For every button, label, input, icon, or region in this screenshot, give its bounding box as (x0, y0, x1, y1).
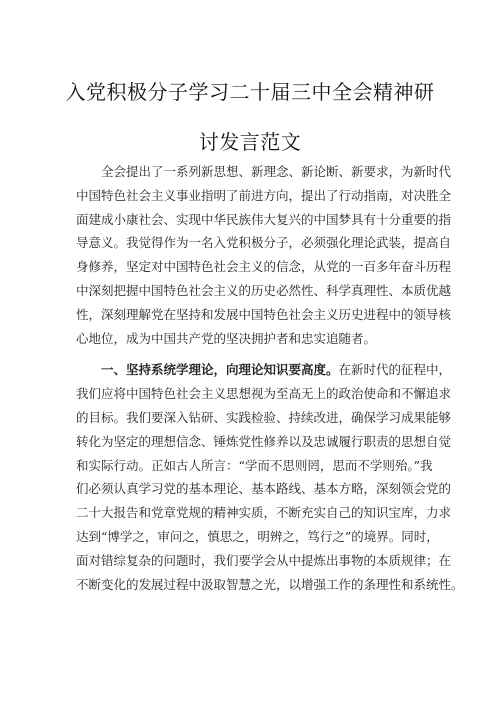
section-heading: 一、坚持系统学理论，向理论知识要高度。 (101, 362, 339, 378)
paragraph-line: 导意义。我觉得作为一名入党积极分子，必须强化理论武装，提高自 (76, 235, 452, 251)
paragraph-line: 面对错综复杂的问题时，我们要学会从中提炼出事物的本质规律；在 (76, 552, 452, 568)
paragraph-spacer (76, 350, 428, 358)
paragraph-line: 们必须认真学习党的基本理论、基本路线、基本方略，深刻领会党的 (76, 481, 452, 497)
paragraph-line: 我们应将中国特色社会主义思想视为至高无上的政治使命和不懈追求 (76, 386, 452, 402)
paragraph-line: 面建成小康社会、实现中华民族伟大复兴的中国梦具有十分重要的指 (76, 211, 452, 227)
paragraph-line: 中国特色社会主义事业指明了前进方向，提出了行动指南，对决胜全 (76, 187, 452, 203)
document-body (76, 160, 464, 596)
paragraph-line: 身修养，坚定对中国特色社会主义的信念，从党的一百多年奋斗历程 (76, 259, 452, 275)
paragraph-line: 中深刻把握中国特色社会主义的历史必然性、科学真理性、本质优越 (76, 282, 452, 298)
section-heading-continuation: 在新时代的征程中， (338, 362, 452, 378)
paragraph-line: 全会提出了一系列新思想、新理念、新论断、新要求，为新时代 (101, 164, 452, 179)
paragraph-line: 转化为坚定的理想信念、锤炼党性修养以及忠诚履行职责的思想自觉 (76, 433, 452, 449)
paragraph-line: 的目标。我们要深入钻研、实践检验、持续改进，确保学习成果能够 (76, 409, 452, 425)
paragraph-line: 性，深刻理解党在坚持和发展中国特色社会主义历史进程中的领导核 (76, 306, 452, 322)
paragraph-line: 和实际行动。正如古人所言：“学而不思则罔，思而不学则殆。”我 (76, 457, 433, 473)
paragraph-line: 二十大报告和党章党规的精神实质，不断充实自己的知识宝库，力求 (76, 505, 452, 521)
paragraph-line: 心地位，成为中国共产党的坚决拥护者和忠实追随者。 (76, 330, 377, 346)
document-title-line-2: 讨发言范文 (198, 130, 302, 154)
paragraph-line: 达到“博学之，审问之，慎思之，明辨之，笃行之”的境界。同时， (76, 528, 439, 544)
section-heading-line (76, 358, 452, 382)
paragraph-line: 不断变化的发展过程中汲取智慧之光，以增强工作的条理性和系统性。 (76, 576, 464, 592)
document-title-line-1: 入党积极分子学习二十届三中全会精神研 (65, 80, 435, 104)
